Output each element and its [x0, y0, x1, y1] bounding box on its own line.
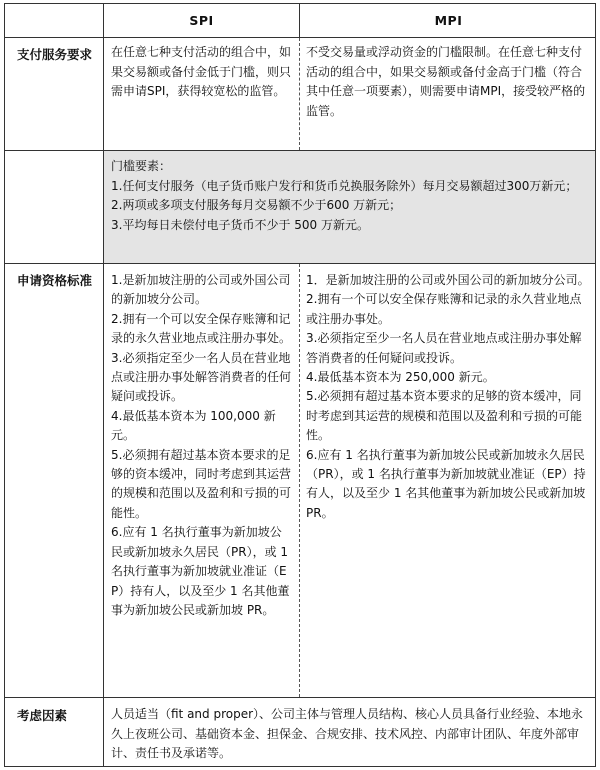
spi-criterion-5: 5.必须拥有超过基本资本要求的足够的资本缓冲，同时考虑到其运营的规模和范围以及盈利和亏损的可能性。: [111, 447, 292, 520]
mpi-criterion-4: 4.最低基本资本为 250,000 新元。: [306, 370, 495, 385]
header-mpi: MPI: [434, 13, 463, 28]
spi-criterion-4: 4.最低基本资本为 100,000 新元。: [111, 408, 276, 443]
threshold-item-3: 3.平均每日未偿付电子货币不少于 500 万新元。: [111, 217, 369, 232]
eligibility-mpi: [300, 264, 597, 697]
threshold-item-1: 1.任何支付服务（电子货币账户发行和货币兑换服务除外）每月交易额超过300万新元；: [111, 178, 578, 193]
spi-criterion-6: 6.应有 1 名执行董事为新加坡公民或新加坡永久居民（PR），或 1 名执行董事为新加坡就业准证（EP）持有人，以及至少 1 名其他董事为新加坡公民或新加坡 PR。: [111, 525, 290, 617]
spi-criterion-2: 2.拥有一个可以安全保存账簿和记录的永久营业地点或注册办事处。: [111, 311, 292, 346]
comparison-table: [4, 3, 596, 767]
mpi-criterion-2: 2.拥有一个可以安全保存账簿和记录的永久营业地点或注册办事处。: [306, 292, 582, 326]
payment-services-row: [5, 37, 595, 150]
threshold-row: [5, 150, 595, 263]
payment-services-mpi: 不受交易量或浮动资金的门槛限制。在任意七种支付活动的组合中，如果交易额或备付金高于门槛（符合其中任意一项要素），则需要申请MPI，接受较严格的监管。: [306, 45, 586, 118]
spi-criterion-1: 1.是新加坡注册的公司或外国公司的新加坡分公司。: [111, 273, 291, 307]
mpi-criterion-3: 3.必须指定至少一名人员在营业地点或注册办事处解答消费者的任何疑问或投诉。: [306, 331, 582, 365]
threshold-title: 门槛要素：: [111, 159, 172, 173]
header-spi: SPI: [189, 13, 214, 28]
considerations-text: 人员适当（fit and proper）、公司主体与管理人员结构、核心人员具备行业经验、本地永久上夜班公司、基础资本金、担保金、合规安排、技术风控、内部审计团队、年度外部审计、责任书及承诺等。: [111, 707, 584, 760]
threshold-label-cell: [5, 151, 103, 263]
header-empty-cell: [5, 4, 103, 37]
mpi-criterion-5: 5.必须拥有超过基本资本要求的足够的资本缓冲，同时考虑到其运营的规模和范围以及盈利和亏损的可能性。: [306, 389, 583, 443]
mpi-criterion-6: 6.应有 1 名执行董事为新加坡公民或新加坡永久居民（PR），或 1 名执行董事为新加坡就业准证（EP）持有人，以及至少 1 名其他董事为新加坡公民或新加坡 PR。: [306, 447, 586, 520]
header-row: [5, 4, 595, 37]
considerations-row: [5, 697, 595, 766]
mpi-criterion-1: 1．是新加坡注册的公司或外国公司的新加坡分公司。: [306, 273, 590, 287]
eligibility-spi: [104, 264, 299, 697]
considerations-label: 考虑因素: [17, 708, 68, 723]
threshold-item-2: 2.两项或多项支付服务每月交易额不少于600 万新元；: [111, 198, 402, 212]
threshold-box: [104, 151, 595, 263]
payment-services-label: 支付服务要求: [17, 47, 93, 62]
eligibility-label: 申请资格标准: [17, 273, 93, 288]
spi-criterion-3: 3.必须指定至少一名人员在营业地点或注册办事处解答消费者的任何疑问或投诉。: [111, 350, 292, 404]
eligibility-row: [5, 263, 595, 697]
payment-services-spi: 在任意七种支付活动的组合中，如果交易额或备付金低于门槛，则只需申请SPI，获得较宽松的监管。: [111, 45, 292, 98]
